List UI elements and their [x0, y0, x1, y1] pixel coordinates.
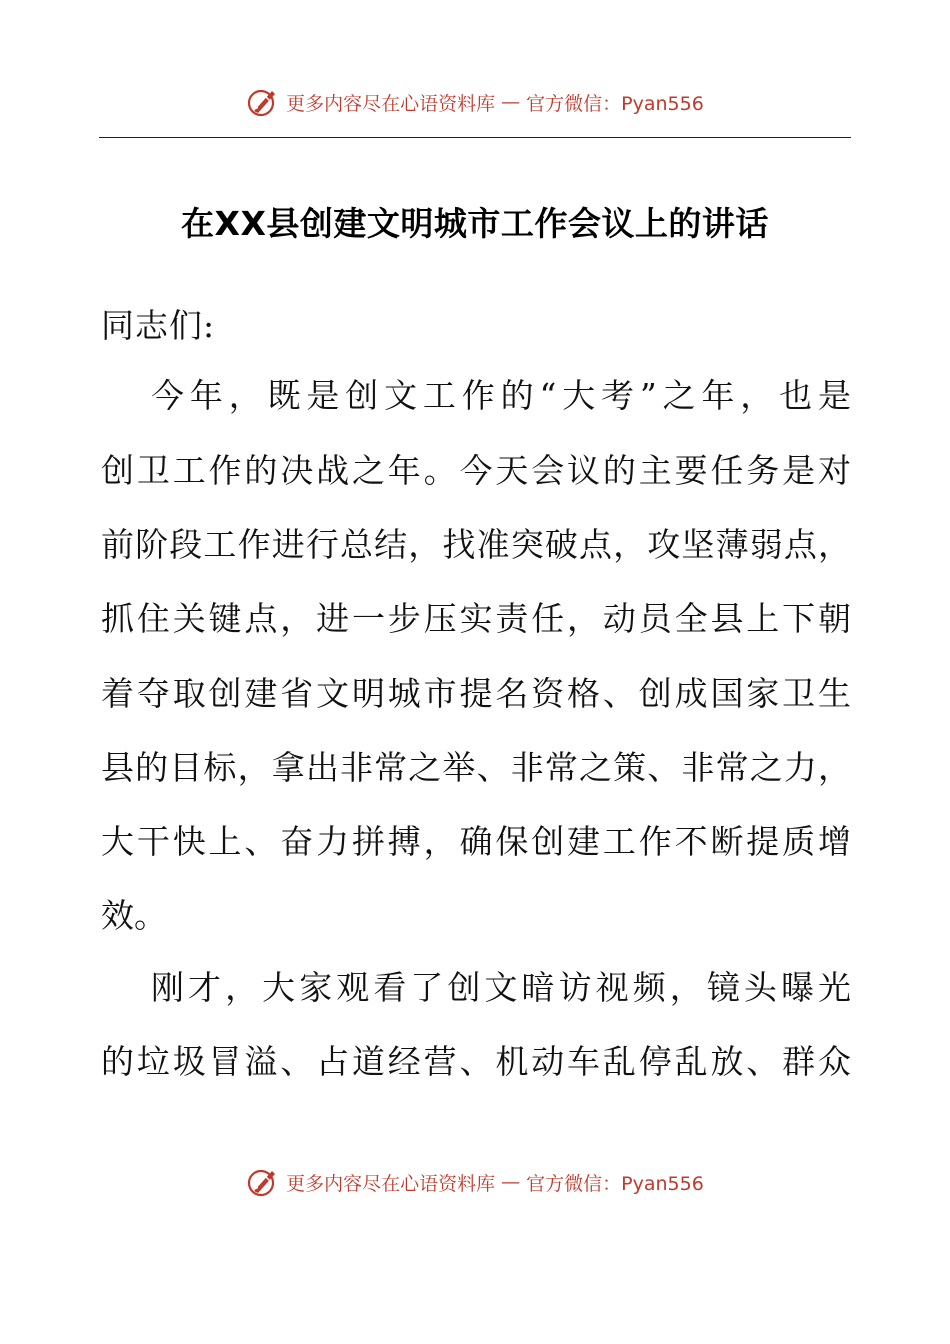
paragraph-1-line-5: 着夺取创建省文明城市提名资格、创成国家卫生: [101, 674, 851, 713]
document-title: 在XX县创建文明城市工作会议上的讲话: [181, 204, 769, 243]
header-watermark: [0, 82, 950, 122]
watermark-site-text: 更多内容尽在心语资料库: [286, 92, 496, 115]
paragraph-1-line-7: 大干快上、奋力拼搏，确保创建工作不断提质增: [101, 822, 851, 861]
watermark-contact: 官方微信：Pyan556: [526, 92, 704, 115]
salutation: 同志们:: [101, 306, 216, 345]
paragraph-1-line-2: 创卫工作的决战之年。今天会议的主要任务是对: [101, 451, 851, 490]
paragraph-1-line-8: 效。: [101, 896, 167, 935]
quill-pen-logo-icon: [246, 85, 280, 119]
watermark-separator: —: [501, 1171, 521, 1193]
header-divider: [99, 137, 851, 138]
paragraph-1-line-6: 县的目标，拿出非常之举、非常之策、非常之力，: [101, 748, 851, 787]
paragraph-1-line-4: 抓住关键点，进一步压实责任，动员全县上下朝: [101, 599, 851, 638]
paragraph-1-line-1: 今年，既是创文工作的“大考”之年，也是: [151, 376, 851, 415]
footer-watermark: [0, 1162, 950, 1202]
watermark-separator: —: [501, 91, 521, 113]
paragraph-2-line-2: 的垃圾冒溢、占道经营、机动车乱停乱放、群众: [101, 1042, 851, 1081]
paragraph-2-line-1: 刚才，大家观看了创文暗访视频，镜头曝光: [151, 968, 851, 1007]
watermark-contact: 官方微信：Pyan556: [526, 1172, 704, 1195]
quill-pen-logo-icon: [246, 1165, 280, 1199]
watermark-site-text: 更多内容尽在心语资料库: [286, 1172, 496, 1195]
paragraph-1-line-3: 前阶段工作进行总结，找准突破点，攻坚薄弱点，: [101, 525, 851, 564]
